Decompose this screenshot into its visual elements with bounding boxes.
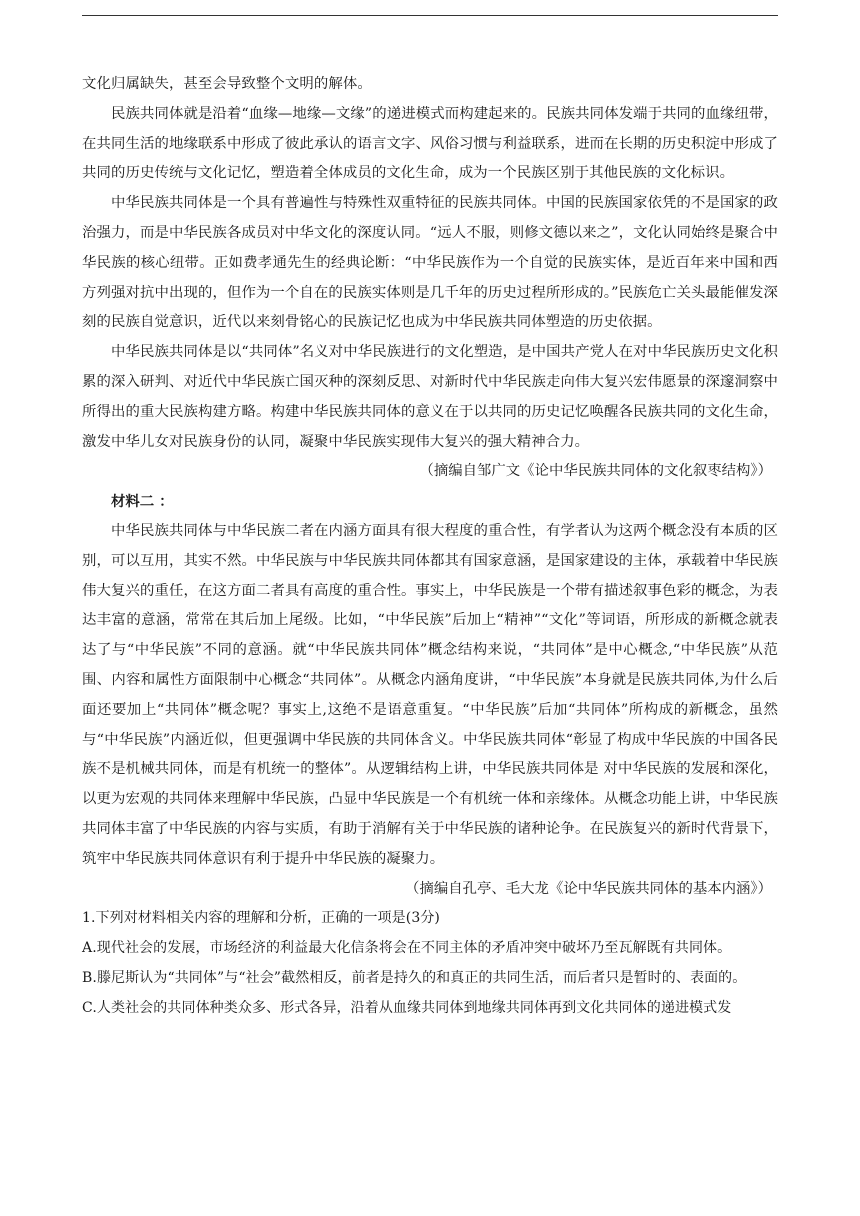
material-two-heading: 材料二 ： — [111, 493, 174, 511]
paragraph-chinese-nation-community: 中华民族共同体是一个具有普遍性与特殊性双重特征的民族共同体。中国的民族国家依凭的不是国家的政治强力，而是中华民族各成员对中华文化的深度认同。“远人不服，则修文德以来之”，文化认同始终是聚合中华民族的核心纽带。正如费孝通先生的经典论断：“中华民族作为一个自觉的民族实体，是近百年来中国和西方列强对抗中出现的，但作为一个自在的民族实体则是几千年的历史过程所形成的。”民族危亡关头最能催发深刻的民族自觉意识，近代以来刻骨铭心的民族记忆也成为中华民族共同体塑造的历史依据。 — [82, 195, 778, 331]
source-citation-1: （摘编自邹广文《论中华民族共同体的文化叙枣结构》） — [419, 463, 772, 480]
paragraph-continuation: 文化归属缺失，甚至会导致整个文明的解体。 — [82, 76, 372, 92]
option-c: C.人类社会的共同体种类众多、形式各异，沿着从血缘共同体到地缘共同体再到文化共同体的递进模式发 — [82, 999, 732, 1016]
option-b: B.滕尼斯认为“共同体”与“社会”截然相反，前者是持久的和真正的共同生活，而后者只是暂时的、表面的。 — [82, 969, 747, 986]
document-body — [82, 70, 778, 1024]
question-stem: 1.下列对材料相关内容的理解和分析，正确的一项是(3分) — [82, 910, 440, 927]
option-a: A.现代社会的发展，市场经济的利益最大化信条将会在不同主体的矛盾冲突中破坏乃至瓦解既有共同体。 — [82, 940, 732, 957]
source-citation-2: （摘编自孔亭、毛大龙《论中华民族共同体的基本内涵》） — [405, 880, 772, 897]
paragraph-cultural-shaping: 中华民族共同体是以“共同体”名义对中华民族进行的文化塑造，是中国共产党人在对中华民族历史文化积累的深入研判、对近代中华民族亡国灭种的深刻反思、对新时代中华民族走向伟大复兴宏伟愿景的深邃洞察中所得出的重大民族构建方略。构建中华民族共同体的意义在于以共同的历史记忆唤醒各民族共同的文化生命，激发中华儿女对民族身份的认同，凝聚中华民族实现伟大复兴的强大精神合力。 — [82, 344, 778, 450]
header-rule — [82, 15, 778, 16]
paragraph-ethnic-community: 民族共同体就是沿着“血缘—地缘—文缘”的递进模式而构建起来的。民族共同体发端于共同的血缘纽带，在共同生活的地缘联系中形成了彼此承认的语言文字、风俗习惯与利益联系，进而在长期的历史积淀中形成了共同的历史传统与文化记忆，塑造着全体成员的文化生命，成为一个民族区别于其他民族的文化标识。 — [82, 105, 778, 182]
paragraph-material-two: 中华民族共同体与中华民族二者在内涵方面具有很大程度的重合性，有学者认为这两个概念没有本质的区别，可以互用，其实不然。中华民族与中华民族共同体都其有国家意涵，是国家建设的主体，承载着中华民族伟大复兴的重任，在这方面二者具有高度的重合性。事实上，中华民族是一个带有描述叙事色彩的概念，为表达丰富的意涵，常常在其后加上尾级。比如，“中华民族”后加上“精神”“文化”等词语，所形成的新概念就表达了与“中华民族”不同的意涵。就“中华民族共同体”概念结构来说，“共同体”是中心概念,“中华民族”从范围、内容和属性方面限制中心概念“共同体”。从概念内涵角度讲，“中华民族”本身就是民族共同体,为什么后面还要加上“共同体”概念呢？事实上,这绝不是语意重复。“中华民族”后加“共同体”所构成的新概念，虽然与“中华民族”内涵近似，但更强调中华民族的共同体含义。中华民族共同体“彰显了构成中华民族的中国各民族不是机械共同体，而是有机统一的整体”。从逻辑结构上讲，中华民族共同体是 对中华民族的发展和深化，以更为宏观的共同体来理解中华民族，凸显中华民族是一个有机统一体和亲缘体。从概念功能上讲，中华民族共同体丰富了中华民族的内容与实质，有助于消解有关于中华民族的诸种论争。在民族复兴的新时代背景下，筑牢中华民族共同体意识有利于提升中华民族的凝聚力。 — [82, 522, 778, 867]
